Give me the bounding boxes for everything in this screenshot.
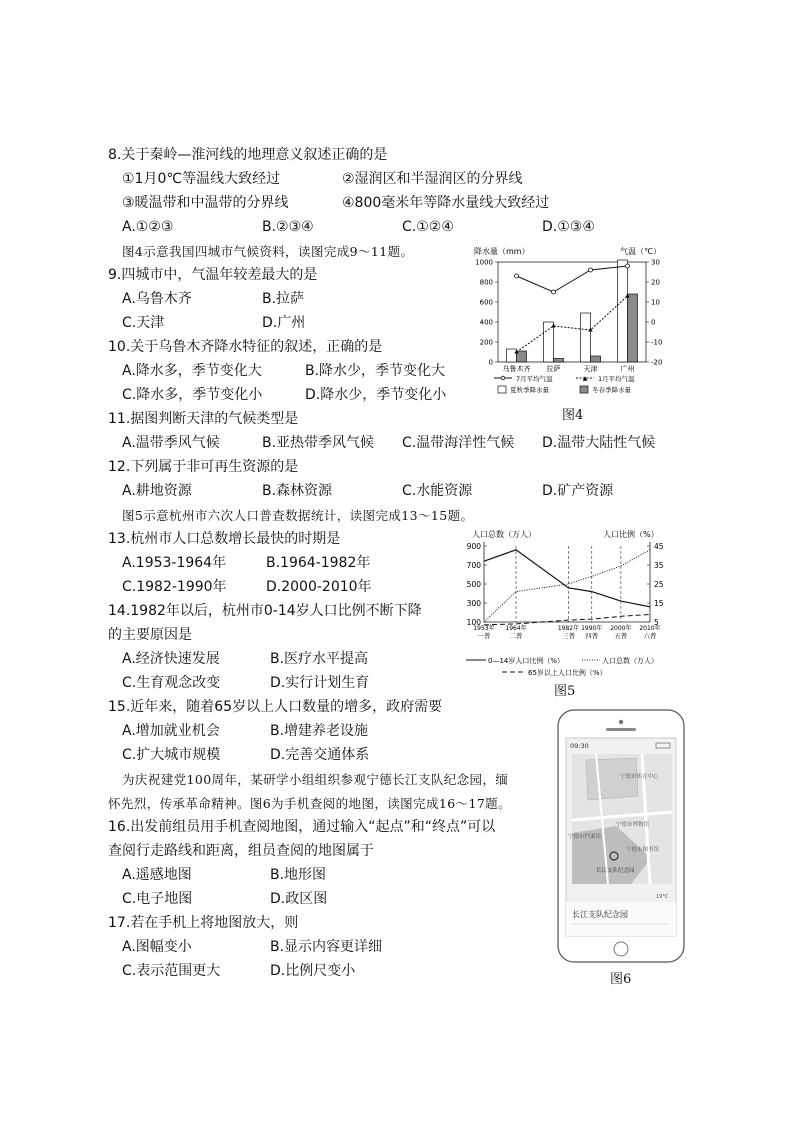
- map-info-panel[interactable]: [566, 902, 676, 936]
- fig4-point-jul: [589, 268, 593, 272]
- fig5-left-tick-label: 700: [466, 561, 481, 570]
- q16-option-b[interactable]: B.地形图: [270, 867, 327, 883]
- q9-option-c[interactable]: C.天津: [122, 315, 165, 331]
- fig4-left-tick-label: 1000: [475, 258, 493, 267]
- fig5-census-label: 四普: [585, 632, 599, 640]
- fig4-right-tick-label: 30: [651, 258, 660, 267]
- fig5-right-tick-label: 25: [654, 580, 664, 589]
- fig4-legend-jul: 7月平均气温: [516, 375, 553, 383]
- fig5-right-tick-label: 35: [654, 561, 664, 570]
- q17-option-c[interactable]: C.表示范围更大: [122, 963, 221, 979]
- q10-option-b[interactable]: B.降水少，季节变化大: [305, 363, 446, 379]
- q15-option-a[interactable]: A.增加就业机会: [122, 723, 220, 739]
- fig4-category-label: 拉萨: [546, 365, 561, 373]
- fig5-left-tick-label: 100: [466, 618, 481, 627]
- fig4-bar-summer: [544, 322, 554, 362]
- fig4-point-jul: [515, 274, 519, 278]
- figure-6-phone-map: [556, 708, 686, 966]
- fig4-legend-winter-swatch: [580, 386, 588, 393]
- fig5-census-label: 六普: [643, 632, 657, 640]
- q8-statement-2: ②湿润区和半湿润区的分界线: [342, 171, 523, 187]
- q15-option-d[interactable]: D.完善交通体系: [270, 747, 370, 763]
- q9-option-b[interactable]: B.拉萨: [262, 291, 305, 307]
- fig5-census-label: 五普: [614, 632, 628, 640]
- fig4-line-jan: [517, 296, 628, 352]
- fig5-census-label: 三普: [561, 632, 575, 640]
- fig5-line-young: [484, 550, 650, 607]
- q8-statement-1: ①1月0℃等温线大致经过: [122, 171, 281, 187]
- q11-option-b[interactable]: B.亚热带季风气候: [262, 435, 375, 451]
- fig5-left-axis-title: 人口总数（万人）: [472, 530, 536, 539]
- fig5-year-label: 2000年: [610, 625, 632, 632]
- q12-option-a[interactable]: A.耕地资源: [122, 483, 192, 499]
- fig5-year-label: 1964年: [505, 625, 527, 632]
- q11-stem: 11.据图判断天津的气候类型是: [108, 411, 299, 427]
- q16-stem-line1: 16.出发前组员用手机查阅地图，通过输入“起点”和“终点”可以: [108, 819, 496, 835]
- fig5-line-old: [484, 614, 650, 624]
- q17-option-d[interactable]: D.比例尺变小: [270, 963, 356, 979]
- fig4-right-axis-title: 气温（℃）: [620, 247, 661, 256]
- fig4-point-jul: [552, 290, 556, 294]
- status-time: 09:30: [570, 742, 589, 750]
- q14-option-c[interactable]: C.生育观念改变: [122, 675, 221, 691]
- map-destination-title: 长江支队纪念园: [572, 910, 628, 919]
- fig4-point-jul: [626, 264, 630, 268]
- q8-stem: 8.关于秦岭—淮河线的地理意义叙述正确的是: [108, 147, 388, 163]
- fig5-year-label: 1953年: [473, 625, 495, 632]
- intro-fig6-line1: 为庆祝建党100周年，某研学小组组织参观宁德长江支队纪念园，缅: [122, 772, 509, 787]
- fig5-caption: 图5: [554, 684, 576, 699]
- q15-option-b[interactable]: B.增建养老设施: [270, 723, 369, 739]
- fig5-year-label: 1982年: [557, 625, 580, 632]
- q8-option-a[interactable]: A.①②③: [122, 219, 174, 235]
- q17-option-b[interactable]: B.显示内容更详细: [270, 939, 383, 955]
- fig5-line-total: [484, 550, 650, 622]
- fig5-left-tick-label: 300: [466, 599, 481, 608]
- fig4-legend-summer: 夏秋季降水量: [510, 386, 549, 394]
- fig4-left-tick-label: 0: [488, 358, 493, 367]
- q10-option-d[interactable]: D.降水少，季节变化小: [305, 387, 447, 403]
- q17-stem: 17.若在手机上将地图放大，则: [108, 915, 299, 931]
- fig4-bar-summer: [618, 260, 628, 362]
- q9-stem: 9.四城市中，气温年较差最大的是: [108, 267, 318, 283]
- q12-option-d[interactable]: D.矿产资源: [542, 483, 614, 499]
- fig4-right-tick-label: 20: [651, 278, 660, 287]
- map-temperature: 19°C: [656, 894, 669, 900]
- q10-option-c[interactable]: C.降水多，季节变化小: [122, 387, 263, 403]
- q14-option-a[interactable]: A.经济快速发展: [122, 651, 220, 667]
- q11-option-d[interactable]: D.温带大陆性气候: [542, 435, 656, 451]
- fig4-bar-summer: [581, 313, 591, 362]
- figure-4-climate-chart: [470, 240, 670, 400]
- fig5-right-axis-title: 人口比例（%）: [603, 530, 659, 539]
- fig4-caption: 图4: [562, 408, 584, 423]
- q14-option-b[interactable]: B.医疗水平提高: [270, 651, 369, 667]
- fig5-right-tick-label: 45: [654, 542, 664, 551]
- fig5-year-label: 2010年: [639, 625, 661, 632]
- fig4-category-label: 乌鲁木齐: [502, 365, 531, 373]
- q8-option-b[interactable]: B.②③④: [262, 219, 314, 235]
- q12-stem: 12.下列属于非可再生资源的是: [108, 459, 299, 475]
- fig6-caption: 图6: [610, 972, 632, 987]
- q13-option-d[interactable]: D.2000-2010年: [266, 579, 372, 595]
- fig4-left-tick-label: 400: [479, 318, 493, 327]
- intro-fig4: 图4示意我国四城市气候资料，读图完成9～11题。: [122, 244, 414, 259]
- q10-stem: 10.关于乌鲁木齐降水特征的叙述，正确的是: [108, 339, 383, 355]
- fig4-left-tick-label: 600: [479, 298, 493, 307]
- q8-statement-4: ④800毫米年等降水量线大致经过: [342, 195, 550, 211]
- q11-option-a[interactable]: A.温带季风气候: [122, 435, 220, 451]
- q14-option-d[interactable]: D.实行计划生育: [270, 675, 370, 691]
- fig5-year-label: 1990年: [581, 625, 603, 632]
- q13-option-b[interactable]: B.1964-1982年: [266, 555, 371, 571]
- q8-option-c[interactable]: C.①②④: [402, 219, 454, 235]
- q13-option-a[interactable]: A.1953-1964年: [122, 555, 227, 571]
- q16-option-a[interactable]: A.遥感地图: [122, 867, 192, 883]
- map-label-sports-center: 宁德市体育中心: [620, 774, 659, 780]
- q14-stem-line1: 14.1982年以后，杭州市0-14岁人口比例不断下降: [108, 603, 422, 619]
- fig4-legend-jan-marker: ▲: [582, 375, 588, 382]
- fig4-category-label: 天津: [583, 365, 598, 373]
- intro-fig6-line2: 怀先烈，传承革命精神。图6为手机查阅的地图，读图完成16～17题。: [108, 796, 511, 811]
- fig4-bar-winter: [554, 359, 564, 363]
- q15-option-c[interactable]: C.扩大城市规模: [122, 747, 221, 763]
- phone-speaker: [606, 728, 636, 731]
- fig4-bar-winter: [628, 294, 638, 362]
- q15-stem: 15.近年来，随着65岁以上人口数量的增多，政府需要: [108, 699, 443, 715]
- q9-option-d[interactable]: D.广州: [262, 315, 306, 331]
- fig5-legend-young: 0—14岁人口比例（%）: [488, 657, 565, 665]
- q17-option-a[interactable]: A.图幅变小: [122, 939, 192, 955]
- fig4-right-tick-label: -10: [651, 338, 663, 347]
- fig4-right-tick-label: 10: [651, 298, 660, 307]
- fig5-legend-total: 人口总数（万人）: [602, 657, 658, 665]
- q13-option-c[interactable]: C.1982-1990年: [122, 579, 227, 595]
- q16-option-d[interactable]: D.政区图: [270, 891, 328, 907]
- fig4-legend-jan: 1月平均气温: [598, 375, 635, 383]
- fig4-left-tick-label: 800: [479, 278, 493, 287]
- q14-stem-line2: 的主要原因是: [108, 627, 192, 643]
- fig4-right-tick-label: 0: [651, 318, 656, 327]
- fig5-census-label: 二普: [509, 632, 523, 640]
- fig4-left-tick-label: 200: [479, 338, 493, 347]
- fig5-right-tick-label: 15: [654, 599, 664, 608]
- fig5-left-tick-label: 900: [466, 542, 481, 551]
- map-label-museum: 宁德市博物馆: [616, 822, 650, 828]
- fig4-category-label: 广州: [620, 365, 635, 373]
- q11-option-c[interactable]: C.温带海洋性气候: [402, 435, 515, 451]
- q8-statement-3: ③暖温带和中温带的分界线: [122, 195, 289, 211]
- q13-stem: 13.杭州市人口总数增长最快的时期是: [108, 531, 341, 547]
- q10-option-a[interactable]: A.降水多，季节变化大: [122, 363, 262, 379]
- phone-camera-icon: [619, 720, 623, 724]
- q12-option-b[interactable]: B.森林资源: [262, 483, 333, 499]
- map-label-library: 宁德市图书馆: [626, 847, 660, 853]
- fig4-legend-winter: 冬春季降水量: [592, 386, 631, 394]
- figure-5-population-chart: [460, 528, 670, 680]
- q12-option-c[interactable]: C.水能资源: [402, 483, 473, 499]
- fig4-bar-winter: [591, 356, 601, 362]
- fig4-legend-jul-marker: [501, 376, 505, 380]
- q8-option-d[interactable]: D.①③④: [542, 219, 595, 235]
- q16-option-c[interactable]: C.电子地图: [122, 891, 193, 907]
- fig4-left-axis-title: 降水量（mm）: [474, 247, 530, 256]
- fig4-legend-summer-swatch: [498, 386, 506, 393]
- intro-fig5: 图5示意杭州市六次人口普查数据统计，读图完成13～15题。: [122, 508, 474, 523]
- q16-stem-line2: 查阅行走路线和距离，组员查阅的地图属于: [108, 843, 374, 859]
- fig5-census-label: 一普: [477, 632, 491, 640]
- fig4-line-jul: [517, 266, 628, 292]
- fig5-left-tick-label: 500: [466, 580, 481, 589]
- q9-option-a[interactable]: A.乌鲁木齐: [122, 291, 192, 307]
- fig5-legend-old: 65岁以上人口比例（%）: [528, 669, 607, 677]
- map-label-memorial-park: 长江支队纪念园: [596, 868, 635, 874]
- fig5-right-tick-label: 5: [654, 618, 659, 627]
- fig4-right-tick-label: -20: [651, 358, 663, 367]
- fig4-bar-summer: [507, 349, 517, 362]
- map-label-archives: 宁德市档案馆: [568, 834, 602, 840]
